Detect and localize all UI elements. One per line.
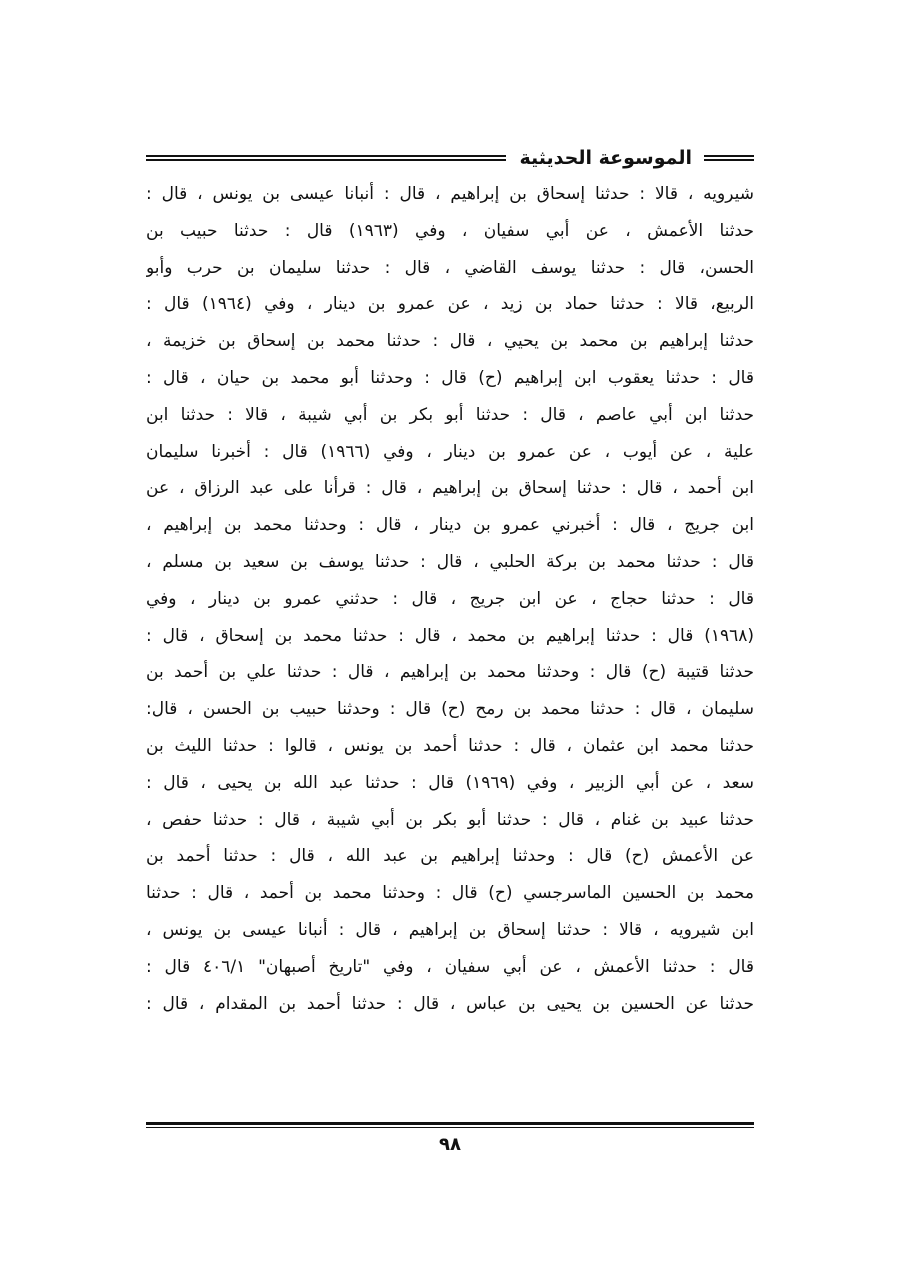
text-line-12: قال : حدثنا حجاج ، عن ابن جريج ، قال : حدثني عمرو بن دينار ، وفي [146, 588, 754, 609]
text-line-14: حدثنا قتيبة (ح) قال : وحدثنا محمد بن إبراهيم ، قال : حدثنا علي بن أحمد بن [146, 662, 754, 683]
text-line-23: حدثنا عن الحسين بن يحيى بن عباس ، قال : حدثنا أحمد بن المقدام ، قال : [146, 993, 754, 1014]
header-rule-short [704, 155, 754, 161]
text-line-4: الربيع، قالا : حدثنا حماد بن زيد ، عن عمرو بن دينار ، وفي (١٩٦٤) قال : [146, 294, 754, 315]
footer-rule [146, 1122, 754, 1128]
text-line-1: شيرويه ، قالا : حدثنا إسحاق بن إبراهيم ، قال : أنبانا عيسى بن يونس ، قال : [146, 184, 754, 204]
text-line-9: ابن أحمد ، قال : حدثنا إسحاق بن إبراهيم ، قال : قرأنا على عبد الرزاق ، عن [146, 478, 754, 499]
text-line-7: حدثنا ابن أبي عاصم ، قال : حدثنا أبو بكر بن أبي شيبة ، قالا : حدثنا ابن [146, 404, 754, 425]
text-line-21: ابن شيرويه ، قالا : حدثنا إسحاق بن إبراهيم ، قال : أنبانا عيسى بن يونس ، [146, 919, 754, 940]
text-line-6: قال : حدثنا يعقوب ابن إبراهيم (ح) قال : وحدثنا أبو محمد بن حيان ، قال : [146, 367, 754, 388]
text-line-22: قال : حدثنا الأعمش ، عن أبي سفيان ، وفي "تاريخ أصبهان" ٤٠٦/١ قال : [146, 956, 754, 977]
text-line-13: (١٩٦٨) قال : حدثنا إبراهيم بن محمد ، قال : حدثنا محمد بن إسحاق ، قال : [146, 625, 754, 646]
text-line-10: ابن جريج ، قال : أخبرني عمرو بن دينار ، قال : وحدثنا محمد بن إبراهيم ، [146, 515, 754, 536]
text-line-15: سليمان ، قال : حدثنا محمد بن رمح (ح) قال : وحدثنا حبيب بن الحسن ، قال: [146, 699, 754, 720]
text-line-11: قال : حدثنا محمد بن بركة الحلبي ، قال : حدثنا يوسف بن سعيد بن مسلم ، [146, 551, 754, 572]
text-line-8: علية ، عن أيوب ، عن عمرو بن دينار ، وفي (١٩٦٦) قال : أخبرنا سليمان [146, 441, 754, 462]
running-header [146, 140, 754, 176]
text-line-17: سعد ، عن أبي الزبير ، وفي (١٩٦٩) قال : حدثنا عبد الله بن يحيى ، قال : [146, 772, 754, 793]
text-line-5: حدثنا إبراهيم بن محمد بن يحيي ، قال : حدثنا محمد بن إسحاق بن خزيمة ، [146, 331, 754, 352]
text-line-20: محمد بن الحسين الماسرجسي (ح) قال : وحدثنا محمد بن أحمد ، قال : حدثنا [146, 883, 754, 904]
header-rule-long [146, 155, 506, 161]
header-title: الموسوعة الحديثية [519, 147, 692, 169]
text-line-2: حدثنا الأعمش ، عن أبي سفيان ، وفي (١٩٦٣) قال : حدثنا حبيب بن [146, 220, 754, 241]
page-number: ٩٨ [439, 1134, 461, 1155]
text-line-3: الحسن، قال : حدثنا يوسف القاضي ، قال : حدثنا سليمان بن حرب وأبو [146, 257, 754, 278]
text-line-16: حدثنا محمد ابن عثمان ، قال : حدثنا أحمد بن يونس ، قالوا : حدثنا الليث بن [146, 735, 754, 756]
body-text [146, 176, 754, 1022]
text-line-18: حدثنا عبيد بن غنام ، قال : حدثنا أبو بكر بن أبي شيبة ، قال : حدثنا حفص ، [146, 809, 754, 830]
text-line-19: عن الأعمش (ح) قال : وحدثنا إبراهيم بن عبد الله ، قال : حدثنا أحمد بن [146, 846, 754, 867]
